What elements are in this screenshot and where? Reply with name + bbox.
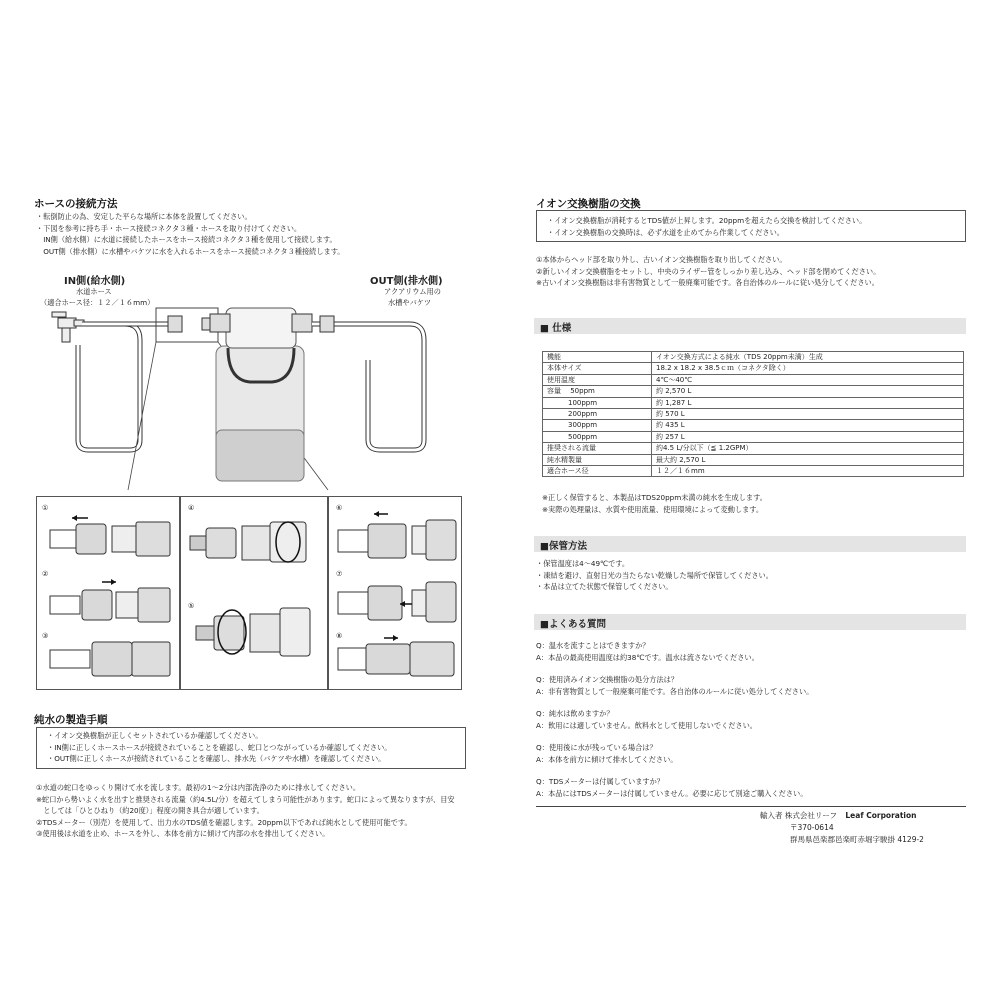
pure-heading: 純水の製造手順 bbox=[34, 714, 108, 726]
storage-heading-bar bbox=[534, 536, 966, 552]
spec-row bbox=[543, 443, 964, 454]
storage-lines bbox=[536, 558, 773, 593]
spec-value: 約 2,570 L bbox=[652, 386, 964, 397]
faq-item bbox=[536, 742, 813, 776]
resin-notice-line: ・イオン交換樹脂が消耗するとTDS値が上昇します。20ppmを超えたら交換を検討してください。 bbox=[547, 216, 867, 225]
faq-question: Q：温水を流すことはできますか？ bbox=[536, 641, 650, 650]
spec-value: 約 435 L bbox=[652, 420, 964, 431]
spec-table bbox=[542, 351, 964, 477]
resin-step-line: ①本体からヘッド部を取り外し、古いイオン交換樹脂を取り出してください。 bbox=[536, 255, 787, 264]
faq-heading-bar bbox=[534, 614, 966, 630]
pure-step-line: ③使用後は水道を止め、ホースを外し、本体を前方に傾けて内部の水を排出してください。 bbox=[36, 829, 330, 838]
storage-line: ・凍結を避け、直射日光の当たらない乾燥した場所で保管してください。 bbox=[536, 570, 773, 580]
pure-step-line: ②TDSメーター（別売）を使用して、出力水のTDS値を確認します。20ppm以下であれば純水として使用可能です。 bbox=[36, 817, 412, 827]
spec-key: 200ppm bbox=[543, 409, 652, 420]
step-number: ⑥ bbox=[336, 504, 343, 512]
resin-notice-line: ・イオン交換樹脂の交換時は、必ず水道を止めてから作業してください。 bbox=[547, 227, 784, 237]
faq-item bbox=[536, 708, 813, 742]
spec-value: 18.2 x 18.2 x 38.5ｃｍ（コネクタ除く） bbox=[652, 363, 964, 374]
spec-key: 100ppm bbox=[543, 397, 652, 408]
spec-row bbox=[543, 466, 964, 477]
faq-list bbox=[536, 640, 813, 810]
resin-notice-box bbox=[536, 210, 966, 242]
spec-row bbox=[543, 374, 964, 385]
importer-block bbox=[760, 810, 966, 846]
faq-question: Q：使用済みイオン交換樹脂の処分方法は？ bbox=[536, 675, 679, 684]
step-number: ④ bbox=[188, 504, 195, 512]
resin-step-line: ※古いイオン交換樹脂は非有害物質として一般廃棄可能です。各自治体のルールに従い処分してください。 bbox=[536, 278, 879, 287]
spec-row bbox=[543, 363, 964, 374]
storage-line: ・本品は立てた状態で保管してください。 bbox=[536, 582, 673, 591]
in-side-label: IN側(給水側) bbox=[64, 276, 126, 287]
spec-key: 適合ホース径 bbox=[543, 466, 652, 477]
hose-heading: ホースの接続方法 bbox=[34, 198, 118, 210]
in-side-diameter: （適合ホース径：１２／１６mm） bbox=[40, 298, 155, 307]
spec-key: 300ppm bbox=[543, 420, 652, 431]
hose-line: ・下図を参考に持ち手・ホース接続コネクタ３種・ホースを取り付けてください。 bbox=[36, 223, 302, 233]
pure-check-line: ・OUT側に正しくホースが接続されていることを確認し、排水先（バケツや水槽）を確認してください。 bbox=[47, 754, 386, 763]
resin-step-line: ②新しいイオン交換樹脂をセットし、中央のライザー管をしっかり差し込み、ヘッド部を閉めてください。 bbox=[536, 266, 881, 276]
spec-key: 機能 bbox=[543, 352, 652, 363]
step-number: ⑧ bbox=[336, 632, 343, 640]
spec-key: 純水精製量 bbox=[543, 454, 652, 465]
step-number: ⑦ bbox=[336, 570, 343, 578]
spec-value: 約 1,287 L bbox=[652, 397, 964, 408]
spec-note: ※実際の処理量は、水質や使用流量、使用環境によって変動します。 bbox=[542, 504, 764, 514]
spec-row bbox=[543, 420, 964, 431]
out-side-label: OUT側(排水側) bbox=[370, 276, 443, 287]
hose-instructions bbox=[36, 211, 345, 257]
steps-illustrations bbox=[36, 496, 462, 690]
in-side-hose: 水道ホース bbox=[76, 287, 112, 296]
faq-item bbox=[536, 640, 813, 674]
storage-line: ・保管温度は4～49℃です。 bbox=[536, 559, 630, 568]
importer-line bbox=[760, 810, 966, 822]
spec-key: 本体サイズ bbox=[543, 363, 652, 374]
spec-row bbox=[543, 431, 964, 442]
step-number: ⑤ bbox=[188, 602, 195, 610]
hose-connection-diagram bbox=[30, 300, 460, 500]
spec-row bbox=[543, 397, 964, 408]
faq-answer: A：非有害物質として一般廃棄可能です。各自治体のルールに従い処分してください。 bbox=[536, 686, 814, 696]
spec-value: イオン交換方式による純水（TDS 20ppm未満）生成 bbox=[652, 352, 964, 363]
spec-note: ※正しく保管すると、本製品はTDS20ppm未満の純水を生成します。 bbox=[542, 493, 767, 502]
spec-key: 使用温度 bbox=[543, 374, 652, 385]
importer-company: 輸入者 株式会社リーフ bbox=[760, 811, 838, 820]
faq-heading: ■よくある質問 bbox=[540, 619, 606, 630]
pure-checklist-box bbox=[36, 727, 466, 769]
spec-value: 約4.5 L/分以下（≦ 1.2GPM） bbox=[652, 443, 964, 454]
step-number: ③ bbox=[42, 632, 49, 640]
spec-value: 約 570 L bbox=[652, 409, 964, 420]
out-side-sub2: 水槽やバケツ bbox=[388, 298, 432, 307]
pure-step-line: としては「ひとひねり（約20度）」程度の開き具合が適しています。 bbox=[36, 806, 264, 815]
pure-step-line: ①水道の蛇口をゆっくり開けて水を流します。最初の1～2分は内部洗浄のために排水してください。 bbox=[36, 783, 361, 792]
spec-row bbox=[543, 386, 964, 397]
spec-value: １２／１６mm bbox=[652, 466, 964, 477]
resin-steps bbox=[536, 254, 880, 289]
pure-steps bbox=[36, 782, 455, 840]
step-number: ① bbox=[42, 504, 49, 512]
faq-answer: A：飲用には適していません。飲料水として使用しないでください。 bbox=[536, 720, 757, 730]
resin-heading: イオン交換樹脂の交換 bbox=[536, 198, 641, 210]
faq-question: Q：TDSメーターは付属していますか？ bbox=[536, 777, 664, 786]
importer-rule bbox=[536, 806, 966, 807]
importer-brand: Leaf Corporation bbox=[845, 811, 917, 820]
hose-line: IN側（給水側）に水道に接続したホースをホース接続コネクタ３種を使用して接続します。 bbox=[36, 235, 337, 244]
importer-postal: 〒370-0614 bbox=[790, 823, 834, 832]
faq-question: Q：使用後に水が残っている場合は？ bbox=[536, 743, 657, 752]
faq-answer: A：本体を前方に傾けて排水してください。 bbox=[536, 754, 678, 764]
pure-check-line: ・イオン交換樹脂が正しくセットされているか確認してください。 bbox=[47, 731, 263, 740]
out-side-sub1: アクアリウム用の bbox=[384, 287, 441, 296]
spec-notes bbox=[542, 492, 767, 515]
spec-value: 4℃～40℃ bbox=[652, 374, 964, 385]
hose-line: ・転倒防止の為、安定した平らな場所に本体を設置してください。 bbox=[36, 212, 252, 221]
spec-key: 500ppm bbox=[543, 431, 652, 442]
faq-answer: A：本品にはTDSメーターは付属していません。必要に応じて別途ご購入ください。 bbox=[536, 788, 808, 798]
pure-check-line: ・IN側に正しくホースホースが接続されていることを確認し、蛇口とつながっているか確認してください。 bbox=[47, 742, 392, 752]
storage-heading: ■保管方法 bbox=[540, 541, 587, 552]
faq-item bbox=[536, 674, 813, 708]
faucet-icon bbox=[52, 312, 84, 342]
spec-key: 容量 50ppm bbox=[543, 386, 652, 397]
importer-address: 群馬県邑楽郡邑楽町赤堀字駿掛 4129-2 bbox=[790, 835, 924, 844]
spec-row bbox=[543, 454, 964, 465]
faq-question: Q：純水は飲めますか？ bbox=[536, 709, 614, 718]
spec-row bbox=[543, 409, 964, 420]
spec-heading: ■ 仕様 bbox=[540, 323, 572, 334]
spec-key: 推奨される流量 bbox=[543, 443, 652, 454]
hose-line: OUT側（排水側）に水槽やバケツに水を入れるホースをホース接続コネクタ３種接続します。 bbox=[36, 246, 345, 256]
step-number: ② bbox=[42, 570, 49, 578]
spec-value: 約 257 L bbox=[652, 431, 964, 442]
faq-answer: A：本品の最高使用温度は約38℃です。温水は流さないでください。 bbox=[536, 652, 759, 662]
spec-row bbox=[543, 352, 964, 363]
tank-icon bbox=[210, 308, 312, 481]
spec-value: 最大約 2,570 L bbox=[652, 454, 964, 465]
spec-heading-bar bbox=[534, 318, 966, 334]
faq-item bbox=[536, 776, 813, 810]
pure-step-line: ※蛇口から勢いよく水を出すと推奨される流量（約4.5L/分）を超えてしまう可能性があります。蛇口によって異なりますが、目安 bbox=[36, 794, 455, 804]
